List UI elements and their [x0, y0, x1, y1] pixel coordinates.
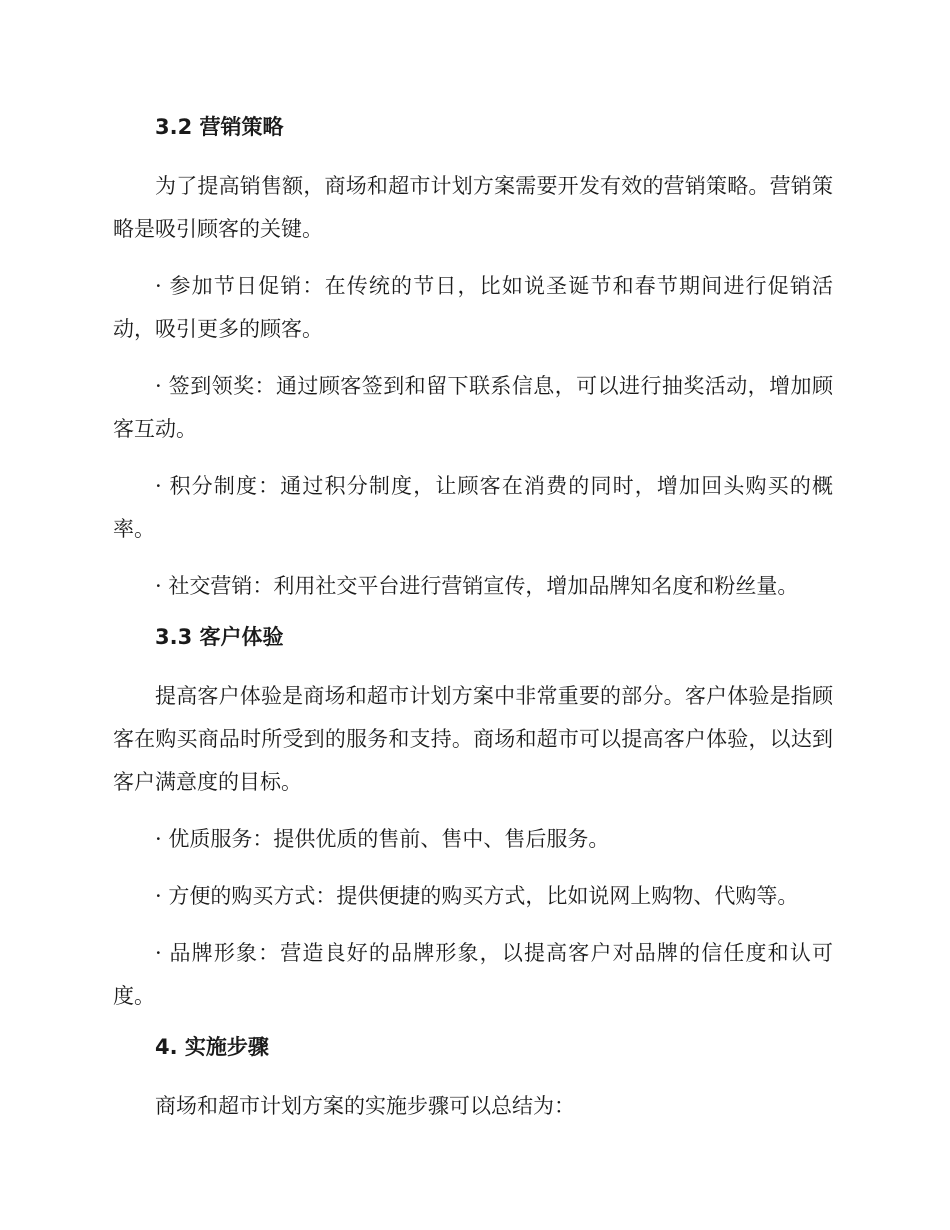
paragraph: 商场和超市计划方案的实施步骤可以总结为： — [155, 1094, 575, 1118]
bullet-item: · 签到领奖：通过顾客签到和留下联系信息，可以进行抽奖活动，增加顾客互动。 — [113, 374, 833, 441]
section-heading: 3.3 客户体验 — [155, 625, 284, 649]
document-body — [113, 112, 833, 1128]
section-heading: 4. 实施步骤 — [155, 1035, 269, 1059]
bullet-item: · 方便的购买方式：提供便捷的购买方式，比如说网上购物、代购等。 — [155, 884, 799, 908]
bullet-item: · 参加节日促销：在传统的节日，比如说圣诞节和春节期间进行促销活动，吸引更多的顾客。 — [113, 274, 833, 341]
bullet-item: · 优质服务：提供优质的售前、售中、售后服务。 — [155, 827, 610, 851]
bullet-item: · 社交营销：利用社交平台进行营销宣传，增加品牌知名度和粉丝量。 — [155, 574, 799, 598]
paragraph: 为了提高销售额，商场和超市计划方案需要开发有效的营销策略。营销策略是吸引顾客的关键。 — [113, 174, 833, 241]
bullet-item: · 品牌形象：营造良好的品牌形象，以提高客户对品牌的信任度和认可度。 — [113, 941, 833, 1008]
bullet-item: · 积分制度：通过积分制度，让顾客在消费的同时，增加回头购买的概率。 — [113, 474, 833, 541]
paragraph: 提高客户体验是商场和超市计划方案中非常重要的部分。客户体验是指顾客在购买商品时所受到的服务和支持。商场和超市可以提高客户体验，以达到客户满意度的目标。 — [113, 684, 833, 794]
section-heading: 3.2 营销策略 — [155, 115, 284, 139]
